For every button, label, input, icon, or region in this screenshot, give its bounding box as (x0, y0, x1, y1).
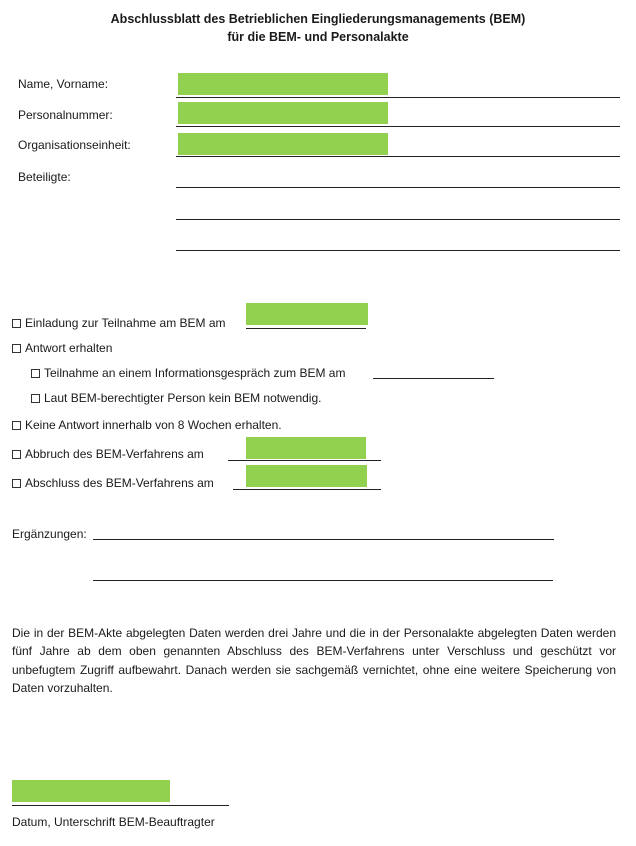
invitation-label: Einladung zur Teilnahme am BEM am (25, 316, 226, 330)
abort-checkbox[interactable] (12, 450, 21, 459)
no-answer-item (12, 418, 282, 432)
invitation-checkbox[interactable] (12, 319, 21, 328)
info-meeting-label: Teilnahme an einem Informationsgespräch zum BEM am (44, 366, 346, 380)
completion-date-field[interactable] (233, 489, 381, 490)
invitation-date-field[interactable] (246, 328, 366, 329)
org-unit-redaction (178, 133, 388, 155)
signature-caption: Datum, Unterschrift BEM-Beauftragter (12, 815, 215, 829)
participants-line-2[interactable] (176, 219, 620, 220)
org-unit-label: Organisationseinheit: (18, 138, 131, 152)
abort-item (12, 447, 204, 461)
additions-line-1[interactable] (93, 539, 554, 540)
additions-line-2[interactable] (93, 580, 553, 581)
additions-label: Ergänzungen: (12, 527, 87, 541)
participants-label: Beteiligte: (18, 170, 71, 184)
participants-line-3[interactable] (176, 250, 620, 251)
name-redaction (178, 73, 388, 95)
org-unit-field[interactable] (176, 156, 620, 157)
abort-label: Abbruch des BEM-Verfahrens am (25, 447, 204, 461)
completion-item (12, 476, 214, 490)
name-label: Name, Vorname: (18, 77, 109, 91)
personnel-number-field[interactable] (176, 126, 620, 127)
completion-label: Abschluss des BEM-Verfahrens am (25, 476, 214, 490)
name-field[interactable] (176, 97, 620, 98)
info-meeting-item (31, 366, 345, 380)
retention-notice: Die in der BEM-Akte abgelegten Daten werden drei Jahre und die in der Personalakte abgelegten Daten werden fünf Jahre ab dem oben genannten Abschluss des BEM-Verfahrens unter Verschluss und geschützt vor unbefugtem Zugriff aufbewahrt. Danach werden sie sachgemäß vernichtet, ohne eine weitere Speicherung von Daten vorzuhalten. (12, 626, 616, 696)
answer-received-item (12, 341, 112, 355)
title-line-2: für die BEM- und Personalakte (227, 30, 409, 44)
personnel-number-redaction (178, 102, 388, 124)
not-necessary-item (31, 391, 321, 405)
info-meeting-date-field[interactable] (373, 378, 494, 379)
no-answer-label: Keine Antwort innerhalb von 8 Wochen erhalten. (25, 418, 282, 432)
signature-line[interactable] (12, 805, 229, 806)
answer-received-label: Antwort erhalten (25, 341, 113, 355)
no-answer-checkbox[interactable] (12, 421, 21, 430)
abort-date-field[interactable] (228, 460, 381, 461)
document-title (0, 10, 636, 46)
completion-checkbox[interactable] (12, 479, 21, 488)
signature-redaction (12, 780, 170, 802)
not-necessary-checkbox[interactable] (31, 394, 40, 403)
title-line-1: Abschlussblatt des Betrieblichen Eingliederungsmanagements (BEM) (110, 12, 526, 26)
answer-received-checkbox[interactable] (12, 344, 21, 353)
completion-date-redaction (246, 465, 367, 487)
abort-date-redaction (246, 437, 366, 459)
invitation-item (12, 316, 226, 330)
invitation-date-redaction (246, 303, 368, 325)
personnel-number-label: Personalnummer: (18, 108, 113, 122)
not-necessary-label: Laut BEM-berechtigter Person kein BEM notwendig. (44, 391, 322, 405)
participants-line-1[interactable] (176, 187, 620, 188)
info-meeting-checkbox[interactable] (31, 369, 40, 378)
